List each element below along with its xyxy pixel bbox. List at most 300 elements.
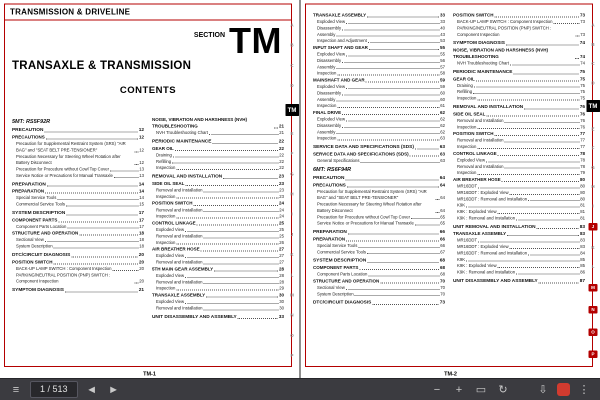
toc-page-number: 78: [580, 157, 585, 163]
dot-leader: [57, 199, 138, 200]
toc-page-number: 70: [440, 291, 445, 297]
toc-entry[interactable]: [12, 141, 144, 154]
margin-index-letter: M: [589, 284, 598, 292]
dot-leader: [477, 148, 579, 149]
toc-page-number: 30: [279, 305, 284, 311]
toc-entry[interactable]: [152, 285, 284, 291]
dot-leader: [435, 212, 439, 213]
page-border-frame: [4, 4, 292, 368]
toc-entry[interactable]: [12, 243, 144, 249]
dot-leader: [206, 297, 278, 298]
toc-page-number: 27: [279, 253, 284, 259]
margin-index-letter: F: [290, 151, 294, 157]
toc-entry[interactable]: [152, 138, 284, 145]
dot-leader: [486, 161, 579, 162]
toc-page-number: 57: [440, 64, 445, 70]
dot-leader: [516, 219, 579, 220]
toc-entry[interactable]: [313, 299, 445, 306]
toc-entry-title: Refilling: [457, 89, 473, 95]
toc-entry[interactable]: [12, 153, 144, 166]
dot-leader: [498, 213, 580, 214]
dot-leader: [366, 82, 439, 83]
margin-index-letter: E: [591, 126, 595, 132]
sidebar-toggle-icon[interactable]: ≡: [12, 383, 20, 396]
toc-page-number: 23: [278, 173, 284, 180]
dot-leader: [342, 127, 439, 128]
toc-entry-title: SYSTEM DESCRIPTION: [12, 209, 66, 216]
toc-page-number: 63: [439, 144, 445, 150]
toc-entry-title: System Description: [317, 291, 354, 297]
toc-entry-title: Removal and Installation: [156, 259, 203, 265]
toc-entry-title: MR16DDT : Exploded View: [457, 244, 509, 250]
toc-page-number: 80: [580, 196, 585, 202]
toc-entry[interactable]: [313, 220, 445, 226]
toc-entry[interactable]: [152, 213, 284, 219]
toc-page-number: 67: [440, 249, 445, 255]
toc-entry-title: Exploded View: [317, 116, 346, 122]
toc-entry[interactable]: [313, 158, 445, 164]
toc-page-number: 80: [580, 183, 585, 189]
toc-page-number: 61: [440, 103, 445, 109]
next-page-icon[interactable]: ►: [108, 383, 119, 396]
toc-entry[interactable]: [453, 215, 585, 221]
dot-leader: [359, 269, 439, 270]
toc-entry-title: MR16DDT: [457, 237, 478, 243]
toc-page-number: 70: [439, 278, 445, 284]
dot-leader: [110, 170, 138, 171]
fit-width-icon[interactable]: ▭: [475, 384, 487, 396]
toc-page-number: 20: [139, 278, 144, 284]
toc-page-number: 14: [138, 188, 144, 194]
section-header: TRANSMISSION & DRIVELINE: [5, 5, 291, 21]
dot-leader: [134, 151, 138, 152]
toc-page-number: 25: [279, 233, 284, 239]
dot-leader: [495, 135, 579, 136]
section-label: SECTION: [193, 30, 226, 39]
toc-column-2: [152, 116, 284, 320]
toc-entry-title: Refilling: [156, 158, 172, 164]
dot-leader: [58, 221, 138, 222]
dot-leader: [342, 62, 439, 63]
toc-page-number: 22: [279, 152, 284, 158]
toc-entry-title: SERVICE DATA AND SPECIFICATIONS (SDS): [313, 144, 414, 150]
toc-entry-title: 5TH MAIN GEAR ASSEMBLY: [152, 266, 214, 272]
dot-leader: [337, 75, 439, 76]
toc-page-number: 68: [439, 257, 445, 264]
toc-page-number: 21: [278, 123, 284, 129]
toc-entry[interactable]: [453, 170, 585, 176]
toc-entry-title: AIR BREATHER HOSE: [453, 177, 501, 183]
dot-leader: [176, 169, 278, 170]
toc-entry-title: Removal and Installation: [156, 207, 203, 213]
toc-entry-title: Precaution for Procedure without Cowl Top Cover: [317, 214, 410, 220]
margin-index-letter: D: [290, 83, 294, 89]
toc-page-number: 25: [278, 220, 284, 226]
download-icon[interactable]: ⇩: [538, 384, 548, 396]
dot-leader: [346, 289, 439, 290]
toc-page-number: 68: [439, 265, 445, 271]
toc-page-number: 79: [580, 170, 585, 176]
toc-entry-title: Removal and Installation: [156, 279, 203, 285]
dot-leader: [204, 263, 279, 264]
toc-entry[interactable]: [453, 144, 585, 150]
toc-entry-title: General Specifications: [317, 158, 360, 163]
toc-entry-title: Inspection: [156, 239, 176, 245]
toc-entry-title: K9K : Removal and Installation: [457, 215, 516, 221]
dot-leader: [361, 162, 440, 163]
toc-page-number: 13: [139, 172, 144, 178]
margin-index-letter: P: [290, 353, 294, 358]
dot-leader: [336, 133, 439, 134]
toc-page-number: 80: [580, 189, 585, 195]
red-badge-icon[interactable]: [557, 383, 570, 396]
toc-page-number: 81: [580, 215, 585, 221]
toc-page-number: 60: [440, 96, 445, 102]
toc-entry-title: INPUT SHAFT AND GEAR: [313, 45, 368, 51]
toc-entry[interactable]: [313, 144, 445, 151]
dot-leader: [238, 318, 278, 319]
page-footer: TM-2: [444, 371, 457, 377]
margin-index-letter: L: [591, 264, 595, 269]
toc-page-number: 43: [440, 31, 445, 37]
toc-entry[interactable]: [313, 38, 445, 44]
toc-page-number: 28: [279, 279, 284, 285]
toc-page-number: 12: [138, 134, 144, 140]
toc-page-number: 76: [579, 111, 585, 117]
margin-index-letter: J: [290, 231, 294, 237]
dot-leader: [204, 237, 279, 238]
dot-leader: [510, 194, 580, 195]
toc-page-number: 76: [579, 103, 585, 110]
toc-entry[interactable]: [453, 277, 585, 284]
toc-entry-title: System Description: [16, 243, 53, 249]
dot-leader: [67, 228, 138, 229]
toc-entry-title: Disassembly: [317, 25, 342, 31]
dot-leader: [575, 58, 579, 59]
margin-index-letter: A: [591, 22, 595, 28]
dot-leader: [204, 191, 279, 192]
toc-entry[interactable]: [12, 251, 144, 258]
toc-group-heading: [12, 119, 144, 125]
toc-entry-title: Inspection: [156, 213, 176, 219]
dot-leader: [47, 186, 138, 187]
toc-page-number: 73: [580, 31, 585, 37]
toc-entry-title: Sectional View: [16, 237, 44, 243]
dot-leader: [524, 108, 579, 109]
toc-entry[interactable]: [313, 229, 445, 236]
toc-page-number: 23: [278, 180, 284, 186]
toc-entry[interactable]: [12, 223, 144, 229]
toc-entry[interactable]: [12, 201, 144, 207]
toc-entry-title: Assembly: [317, 31, 336, 37]
toc-entry[interactable]: [152, 130, 284, 136]
dot-leader: [575, 36, 579, 37]
dot-leader: [507, 235, 579, 236]
page-number-indicator[interactable]: 1 / 513: [30, 381, 78, 398]
dot-leader: [113, 270, 139, 271]
dot-leader: [342, 29, 439, 30]
toc-page-number: 14: [138, 181, 144, 187]
toc-entry-title: COMPONENT PARTS: [12, 217, 58, 223]
dot-leader: [336, 68, 439, 69]
dot-leader: [134, 283, 138, 284]
toc-page-number: 56: [440, 57, 445, 63]
dot-leader: [476, 80, 579, 81]
toc-entry-title: Inspection and Adjustment: [317, 38, 367, 44]
toc-entry[interactable]: [453, 124, 585, 130]
toc-entry[interactable]: [152, 165, 284, 171]
dot-leader: [337, 107, 439, 108]
toc-entry-title: PERIODIC MAINTENANCE: [152, 138, 212, 145]
toc-entry[interactable]: [453, 25, 585, 38]
toc-page-number: 80: [579, 177, 585, 183]
toc-entry-title: Inspection: [156, 165, 176, 171]
toc-entry-title: UNIT DISASSEMBLY AND ASSEMBLY: [453, 277, 538, 284]
toc-entry[interactable]: [453, 60, 585, 66]
previous-page-icon[interactable]: ◄: [86, 383, 97, 396]
dot-leader: [498, 267, 580, 268]
toc-entry[interactable]: [313, 70, 445, 76]
toc-entry-title: Removal and Installation: [457, 117, 504, 123]
dot-leader: [372, 304, 438, 305]
toc-entry[interactable]: [313, 249, 445, 255]
dot-leader: [346, 55, 439, 56]
dot-leader: [342, 94, 439, 95]
margin-index-letter: G: [290, 171, 294, 177]
dot-leader: [71, 256, 137, 257]
toc-entry[interactable]: [313, 257, 445, 264]
toc-page-number: 60: [440, 90, 445, 96]
toc-entry-title: Exploded View: [156, 227, 185, 233]
toc-entry-title: UNIT REMOVAL AND INSTALLATION: [453, 223, 536, 230]
toc-page-number: 62: [440, 122, 445, 128]
margin-index-letter: F: [591, 145, 595, 151]
toc-entry-title: Inspection: [156, 193, 176, 199]
toc-page-number: 68: [440, 271, 445, 277]
toc-entry[interactable]: [12, 209, 144, 216]
dot-leader: [176, 244, 278, 245]
margin-index: [286, 23, 298, 358]
toc-entry[interactable]: [12, 272, 144, 285]
toc-entry-title: POSITION SWITCH: [453, 131, 494, 137]
toc-page-number: 22: [278, 145, 284, 151]
toc-entry[interactable]: [12, 127, 144, 134]
toc-page-number: 65: [440, 214, 445, 220]
margin-index-letter: D: [591, 80, 595, 86]
toc-page-number: 83: [580, 237, 585, 243]
toc-entry-title: Exploded View: [156, 272, 185, 278]
toc-entry-title: POSITION SWITCH: [12, 259, 53, 265]
toc-entry-title: DTC/CIRCUIT DIAGNOSIS: [313, 299, 372, 306]
toc-entry-title: AIR BREATHER HOSE: [152, 246, 200, 252]
dot-leader: [368, 275, 439, 276]
toc-entry-title: PREPARATION: [12, 188, 45, 194]
toc-entry[interactable]: [12, 287, 144, 294]
dot-leader: [201, 251, 278, 252]
toc-entry-title: MR16DDT : Exploded View: [457, 189, 509, 195]
margin-index-letter: B: [290, 42, 294, 48]
toc-entry-title: Component Parts Location: [317, 271, 368, 277]
toc-page-number: 53: [440, 38, 445, 44]
dot-leader: [528, 254, 579, 255]
dot-leader: [346, 23, 439, 24]
toc-entry-title: Inspection: [317, 103, 337, 109]
toc-entry-title: PARKING/NEUTRAL POSITION (PNP) SWITCH : Component Inspection: [457, 25, 552, 37]
toc-entry-title: 6MT: RS6F94R: [313, 166, 352, 173]
toc-group-heading: [313, 166, 445, 172]
toc-entry[interactable]: [453, 103, 585, 110]
dot-leader: [134, 164, 138, 165]
toc-entry-title: Special Service Tools: [16, 195, 57, 201]
page-tm-2: [301, 0, 600, 378]
toc-entry[interactable]: [313, 291, 445, 297]
toc-entry-title: UNIT DISASSEMBLY AND ASSEMBLY: [152, 313, 237, 320]
dot-leader: [212, 143, 277, 144]
toc-entry-title: Disassembly: [317, 90, 342, 96]
dot-leader: [223, 178, 278, 179]
dot-leader: [477, 128, 579, 129]
toc-entry[interactable]: [152, 239, 284, 245]
toc-entry[interactable]: [313, 271, 445, 277]
margin-index-letter: O: [290, 332, 294, 338]
toc-page-number: 18: [138, 230, 144, 236]
toc-column-1: [12, 116, 144, 320]
toc-page-number: 64: [439, 174, 445, 181]
toc-entry[interactable]: [453, 47, 585, 60]
dot-leader: [513, 73, 578, 74]
toc-page-number: 28: [278, 266, 284, 272]
toc-entry[interactable]: [152, 173, 284, 180]
section-code: TM: [229, 21, 282, 61]
toc-entry-title: Draining: [457, 82, 473, 88]
toc-entry-title: Removal and Installation: [457, 163, 504, 169]
zoom-out-icon[interactable]: −: [433, 383, 441, 396]
dot-leader: [197, 225, 278, 226]
dot-leader: [347, 186, 439, 187]
toc-entry[interactable]: [12, 172, 144, 178]
dot-leader: [176, 218, 278, 219]
toc-entry[interactable]: [313, 135, 445, 141]
dot-leader: [45, 193, 138, 194]
toc-page-number: 24: [278, 200, 284, 206]
toc-entry-title: GEAR OIL: [453, 76, 475, 82]
dot-leader: [554, 23, 580, 24]
toc-page-number: 66: [439, 229, 445, 235]
dot-leader: [54, 263, 138, 264]
toc-entry-title: K9K: [457, 202, 466, 208]
toc-page-number: 21: [138, 287, 144, 293]
zoom-in-icon[interactable]: +: [455, 383, 463, 396]
dot-leader: [114, 177, 138, 178]
toc-page-number: 73: [439, 299, 445, 306]
toc-entry-title: MR16DDT : Removal and Installation: [457, 196, 528, 202]
toc-page-number: 83: [579, 231, 585, 237]
margin-index-letter: H: [290, 191, 294, 197]
toc-entry-title: Removal and Installation: [156, 305, 203, 311]
toc-entry[interactable]: [313, 174, 445, 181]
toc-page-number: 30: [279, 299, 284, 305]
toc-entry-title: Disassembly: [317, 57, 342, 63]
dot-leader: [185, 185, 278, 186]
toc-entry-title: PRECAUTION: [313, 174, 345, 181]
dot-leader: [194, 205, 278, 206]
toc-entry-title: Precaution for Supplemental Restraint System (SRS) "AIR BAG" and "SEAT BELT PRE-TENSIONER": [317, 188, 427, 201]
toc-page-number: 23: [279, 187, 284, 193]
toc-page-number: 73: [580, 19, 585, 25]
toc-page-number: 63: [439, 151, 445, 157]
toc-entry-title: Draining: [156, 152, 172, 158]
margin-index-letter: B: [591, 41, 595, 47]
toc-page-number: 58: [440, 70, 445, 76]
dot-leader: [380, 282, 439, 283]
toc-entry[interactable]: [313, 103, 445, 109]
toc-entry[interactable]: [453, 95, 585, 101]
toc-entry-title: MAINSHAFT AND GEAR: [313, 77, 365, 83]
toc-entry[interactable]: [152, 117, 284, 130]
toc-page-number: 81: [580, 202, 585, 208]
toc-page-number: 76: [580, 124, 585, 130]
toc-entry-title: POSITION SWITCH: [453, 12, 494, 18]
dot-leader: [516, 273, 579, 274]
dot-leader: [337, 140, 439, 141]
toc-page-number: 18: [139, 243, 144, 249]
toc-entry[interactable]: [453, 68, 585, 75]
toc-page-number: 22: [278, 138, 284, 145]
toc-page-number: 77: [579, 131, 585, 137]
toc-entry[interactable]: [453, 223, 585, 230]
toc-entry[interactable]: [152, 259, 284, 265]
toc-entry[interactable]: [313, 188, 445, 201]
dot-leader: [342, 114, 439, 115]
dot-leader: [368, 42, 439, 43]
toc-entry-title: Assembly: [317, 129, 336, 135]
toc-entry-title: PREPARATION: [313, 236, 346, 242]
toc-entry-title: Component Parts Location: [16, 223, 67, 229]
toc-page-number: 75: [579, 68, 585, 75]
section-tab: TM: [586, 100, 600, 112]
dot-leader: [355, 295, 440, 296]
dot-leader: [66, 214, 137, 215]
rotate-icon[interactable]: ↻: [498, 384, 508, 396]
toc-entry[interactable]: [12, 181, 144, 188]
toc-page-number: 17: [138, 217, 144, 223]
dot-leader: [510, 64, 579, 65]
more-options-icon[interactable]: ⋮: [578, 384, 590, 396]
toc-entry[interactable]: [152, 305, 284, 311]
toc-entry[interactable]: [152, 313, 284, 320]
dot-leader: [435, 199, 439, 200]
toc-entry[interactable]: [453, 269, 585, 275]
toc-entry-title: Sectional View: [317, 284, 345, 290]
toc-page-number: 74: [579, 54, 585, 60]
toc-entry[interactable]: [152, 193, 284, 199]
dot-leader: [173, 156, 278, 157]
toc-entry-title: STRUCTURE AND OPERATION: [313, 278, 380, 284]
dot-leader: [185, 277, 278, 278]
dot-leader: [539, 282, 579, 283]
toc-page-number: 76: [580, 117, 585, 123]
toc-entry-title: PERIODIC MAINTENANCE: [453, 68, 513, 75]
toc-page-number: 75: [580, 89, 585, 95]
toc-entry-title: Precaution for Supplemental Restraint System (SRS) "AIR BAG" and "SEAT BELT PRE-TENSIONER": [16, 141, 126, 153]
toc-entry-title: PRECAUTION: [12, 127, 44, 133]
pdf-toolbar: [0, 378, 600, 400]
toc-entry[interactable]: [453, 40, 585, 47]
toc-page-number: 55: [440, 51, 445, 57]
toc-entry[interactable]: [313, 201, 445, 214]
toc-entry-title: Service Notice or Precautions for Manual Transaxle: [317, 220, 414, 226]
toc-entry-title: COMPONENT PARTS: [313, 265, 359, 271]
